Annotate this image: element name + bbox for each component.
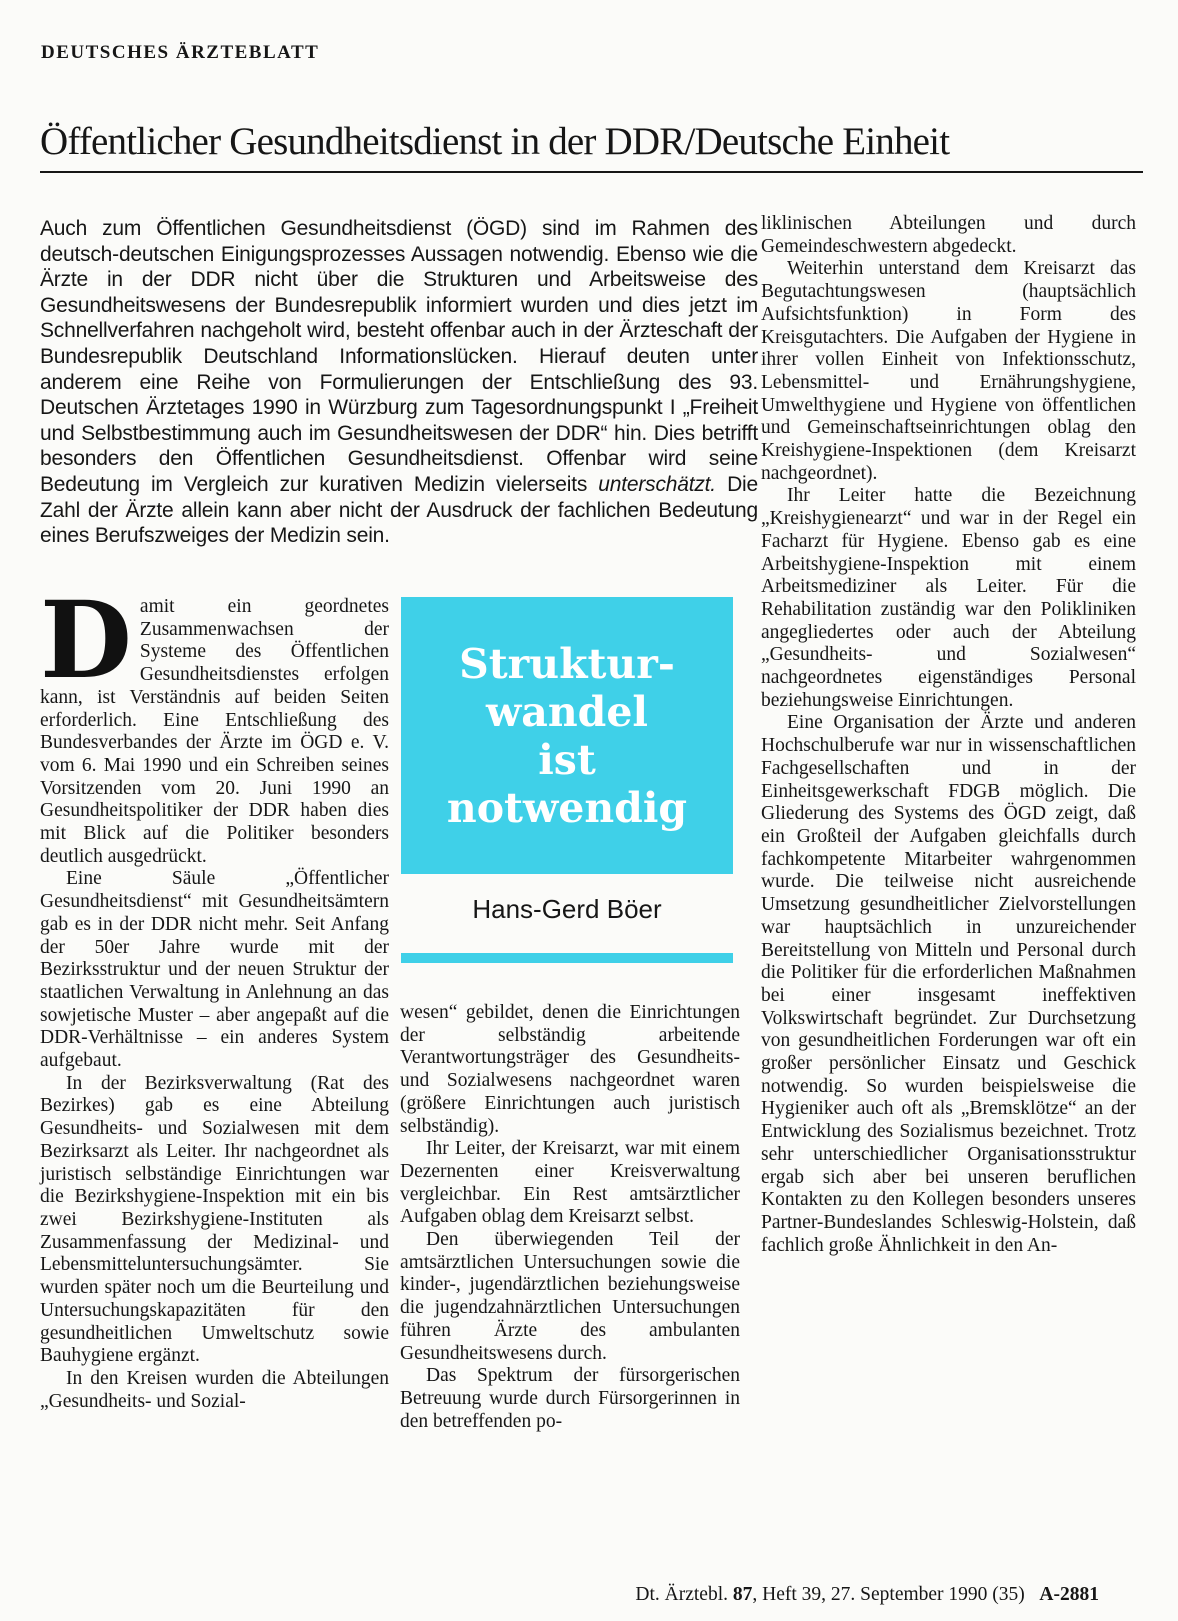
article-title: Öffentlicher Gesundheitsdienst in der DDR/Deutsche Einheit (40, 120, 950, 163)
lead-text: Auch zum Öffentlichen Gesundheitsdienst (ÖGD) sind im Rahmen des deutsch-deutschen Einigungsprozesses Aussagen notwendig. Ebenso wie die Ärzte in der DDR nicht über die Strukturen und Arbeitsweise des Gesundheitswesens der Bundesrepublik informiert wurden und dies jetzt im Schnellverfahren nachgeholt wird, besteht offenbar auch in der Ärzteschaft der Bundesrepublik Deutschland Informationslücken. Hierauf deuten unter anderem eine Reihe von Formulierungen der Entschließung des 93. Deutschen Ärztetages 1990 in Würzburg zum Tagesordnungspunkt I „Freiheit und Selbstbestimmung auch im Gesundheitswesen der DDR“ hin. Dies betrifft besonders den Öffentlichen Gesundheitsdienst. Offenbar wird seine Bedeutung im Vergleich zur kurativen Medizin vielerseits (40, 217, 758, 496)
page-footer (635, 1584, 1099, 1606)
footer-issue: , Heft 39, 27. September 1990 (35) (752, 1584, 1025, 1605)
column-1-paragraph-4: In den Kreisen wurden die Abteilungen „Gesundheits- und Sozial- (40, 1367, 389, 1412)
pull-quote-line-3: ist (538, 735, 596, 784)
lead-italic: unterschätzt. (598, 472, 716, 496)
author-name: Hans-Gerd Böer (472, 894, 662, 924)
column-2-paragraph-4: Das Spektrum der fürsorgerischen Betreuung wurde durch Fürsorgerinnen in den betreffenden po- (400, 1365, 740, 1432)
lead-paragraph (40, 216, 758, 549)
column-1-paragraph-1 (40, 577, 389, 868)
pull-quote-line-1: Struktur- (459, 639, 675, 688)
lead-end: Die Zahl der Ärzte allein kann aber nicht der Ausdruck der fachlichen Bedeutung eines Berufszweiges der Medizin sein. (40, 472, 759, 548)
column-3-paragraph-3: Ihr Leiter hatte die Bezeichnung „Kreishygienearzt“ und war in der Regel ein Facharzt für Hygiene. Ebenso gab es eine Arbeitshygiene-Inspektion mit einem Arbeitsmediziner als Leiter. Für die Rehabilitation zuständig war den Polikliniken angegliedertes oder auch der Abteilung „Gesundheits- und Sozialwesen“ nachgeordnetes eigenständiges Personal beziehungsweise Einrichtungen. (761, 485, 1136, 711)
masthead: DEUTSCHES ÄRZTEBLATT (41, 42, 320, 63)
column-2-paragraph-2: Ihr Leiter, der Kreisarzt, war mit einem Dezernenten einer Kreisverwaltung vergleichbar. Ein Rest amtsärztlicher Aufgaben oblag dem Kreisarzt selbst. (400, 1138, 740, 1228)
pull-quote-box (401, 597, 733, 874)
column-1-paragraph-2: Eine Säule „Öffentlicher Gesundheitsdienst“ mit Gesundheitsämtern gab es in der DDR nicht mehr. Seit Anfang der 50er Jahre wurde mit der Bezirksstruktur und der neuen Struktur der staatlichen Verwaltung in Anlehnung an das sowjetische Muster – aber angepaßt auf die DDR-Verhältnisse – ein anderes System aufgebaut. (40, 868, 389, 1072)
column-2 (400, 1002, 740, 1433)
footer-journal: Dt. Ärztebl. (635, 1584, 729, 1605)
column-2-paragraph-1: wesen“ gebildet, denen die Einrichtungen der selbständig arbeitende Verantwortungsträger des Gesundheits- und Sozialwesens nachgeordnet waren (größere Einrichtungen auch juristisch selbständig). (400, 1002, 740, 1137)
column-1-paragraph-1-text: amit ein geordnetes Zusammenwachsen der Systeme des Öffentlichen Gesundheitsdienstes erfolgen kann, ist Verständnis auf beiden Seiten erforderlich. Eine Entschließung des Bundesverbandes der Ärzte im ÖGD e. V. vom 6. Mai 1990 und ein Schreiben seines Vorsitzenden vom 20. Juni 1990 an Gesundheitspolitiker der DDR haben dies mit Blick auf die Politiker besonders deutlich ausgedrückt. (40, 596, 389, 867)
column-3 (761, 213, 1136, 1257)
column-2-paragraph-3: Den überwiegenden Teil der amtsärztlichen Untersuchungen sowie die kinder-, jugendärztlichen beziehungsweise die jugendzahnärztlichen Untersuchungen führen Ärzte des ambulanten Gesundheitswesens durch. (400, 1229, 740, 1364)
pull-quote-line-4: notwendig (446, 783, 688, 832)
column-1 (40, 577, 389, 1413)
column-3-paragraph-4: Eine Organisation der Ärzte und anderen Hochschulberufe war nur in wissenschaftlichen Fachgesellschaften und in der Einheitsgewerkschaft FDGB möglich. Die Gliederung des Systems des ÖGD zeigt, daß ein Großteil der Aufgaben gleichfalls durch fachkompetente Mitarbeiter wahrgenommen wurde. Die teilweise nicht ausreichende Umsetzung gesundheitlicher Zielvorstellungen war hauptsächlich in unzureichender Bereitstellung von Mitteln und Personal durch die Politiker für die erforderlichen Maßnahmen bei einer insgesamt ineffektiven Volkswirtschaft begründet. Zur Durchsetzung von gesundheitlichen Forderungen war oft ein großer persönlicher Einsatz und Geschick notwendig. So wurden beispielsweise die Hygieniker auch oft als „Bremsklötze“ an der Entwicklung des Sozialismus bezeichnet. Trotz sehr unterschiedlicher Organisationsstruktur ergab sich aber bei unseren beruflichen Kontakten zu den Kollegen besonders unseres Partner-Bundeslandes Schleswig-Holstein, daß fachlich große Ähnlichkeit in den An- (761, 712, 1136, 1256)
footer-volume: 87 (732, 1584, 753, 1605)
dropcap: D (40, 577, 132, 702)
page-number: A-2881 (1039, 1584, 1099, 1605)
pull-quote-line-2: wandel (486, 687, 648, 736)
column-1-paragraph-3: In der Bezirksverwaltung (Rat des Bezirkes) gab es eine Abteilung Gesundheits- und Sozialwesen mit dem Bezirksarzt als Leiter. Ihr nachgeordnet als juristisch selbständige Einrichtungen war die Bezirkshygiene-Inspektion mit ein bis zwei Bezirkshygiene-Instituten als Zusammenfassung der Medizinal- und Lebensmitteluntersuchungsämter. Sie wurden später noch um die Beurteilung und Untersuchungskapazitäten für den gesundheitlichen Umweltschutz sowie Bauhygiene ergänzt. (40, 1072, 389, 1367)
title-rule (40, 171, 1143, 173)
pull-quote-rule (401, 953, 733, 963)
column-3-paragraph-1: liklinischen Abteilungen und durch Gemeindeschwestern abgedeckt. (761, 213, 1136, 257)
column-3-paragraph-2: Weiterhin unterstand dem Kreisarzt das Begutachtungswesen (hauptsächlich Aufsichtsfunktion) in Form des Kreisgutachters. Die Aufgaben der Hygiene in ihrer vollen Einheit von Infektionsschutz, Lebensmittel- und Ernährungshygiene, Umwelthygiene und Hygiene von öffentlichen und Gemeinschaftseinrichtungen oblag den Kreishygiene-Inspektionen (dem Kreisarzt nachgeordnet). (761, 258, 1136, 484)
